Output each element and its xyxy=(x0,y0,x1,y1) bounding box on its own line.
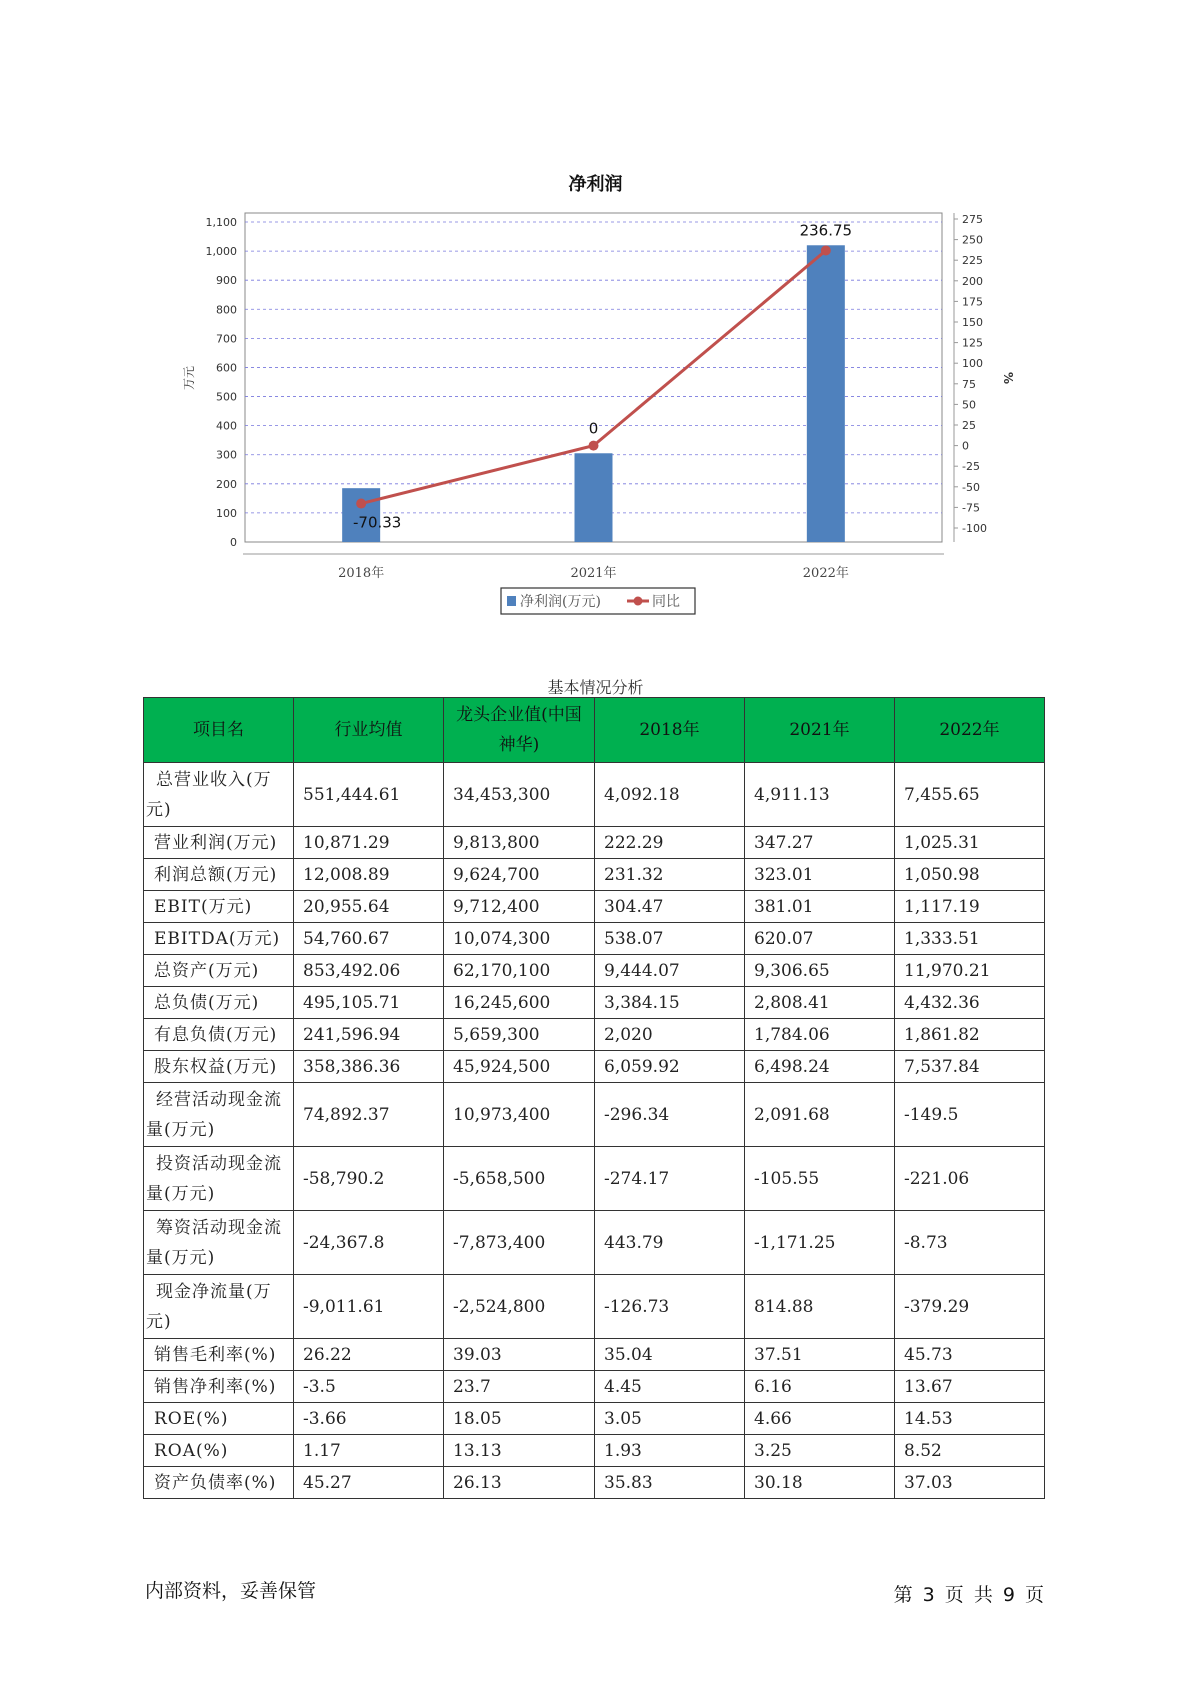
table-cell: 443.79 xyxy=(595,1211,745,1275)
table-cell: 54,760.67 xyxy=(294,923,444,955)
row-label: 现金净流量(万元) xyxy=(144,1275,294,1339)
row-label: 总负债(万元) xyxy=(144,987,294,1019)
table-cell: 35.04 xyxy=(595,1339,745,1371)
y-tick-label: 700 xyxy=(216,332,237,346)
table-cell: -221.06 xyxy=(895,1147,1045,1211)
table-cell: -296.34 xyxy=(595,1083,745,1147)
table-cell: 9,306.65 xyxy=(745,955,895,987)
footer-confidential-note: 内部资料，妥善保管 xyxy=(145,1580,317,1602)
table-cell: 2,020 xyxy=(595,1019,745,1051)
table-cell: 3.05 xyxy=(595,1403,745,1435)
table-cell: 30.18 xyxy=(745,1467,895,1499)
table-row xyxy=(144,987,1045,1019)
row-label: 总资产(万元) xyxy=(144,955,294,987)
row-label: 经营活动现金流量(万元) xyxy=(144,1083,294,1147)
row-label: 有息负债(万元) xyxy=(144,1019,294,1051)
y-tick-label: 100 xyxy=(216,506,237,520)
table-cell: -8.73 xyxy=(895,1211,1045,1275)
row-label: ROE(%) xyxy=(144,1403,294,1435)
table-row xyxy=(144,955,1045,987)
table-cell: -379.29 xyxy=(895,1275,1045,1339)
y-tick-label: 0 xyxy=(230,536,237,549)
data-label: 0 xyxy=(588,419,599,438)
table-cell: 241,596.94 xyxy=(294,1019,444,1051)
table-cell: 10,973,400 xyxy=(444,1083,595,1147)
table-cell: 45.27 xyxy=(294,1467,444,1499)
line-point xyxy=(356,499,366,509)
table-cell: -126.73 xyxy=(595,1275,745,1339)
table-cell: -3.66 xyxy=(294,1403,444,1435)
bar xyxy=(807,245,845,542)
y-tick-label: 200 xyxy=(216,477,237,491)
row-label: 投资活动现金流量(万元) xyxy=(144,1147,294,1211)
table-cell: 10,074,300 xyxy=(444,923,595,955)
table-cell: 1.17 xyxy=(294,1435,444,1467)
table-cell: 1.93 xyxy=(595,1435,745,1467)
table-body xyxy=(144,763,1045,1499)
y-right-tick-label: -50 xyxy=(962,480,980,494)
table-cell: 6,498.24 xyxy=(745,1051,895,1083)
table-cell: -274.17 xyxy=(595,1147,745,1211)
table-cell: 16,245,600 xyxy=(444,987,595,1019)
x-tick-label: 2021年 xyxy=(570,566,617,581)
table-cell: 381.01 xyxy=(745,891,895,923)
table-cell: 9,444.07 xyxy=(595,955,745,987)
row-label: 筹资活动现金流量(万元) xyxy=(144,1211,294,1275)
table-row xyxy=(144,1339,1045,1371)
table-cell: 4,432.36 xyxy=(895,987,1045,1019)
y-right-tick-label: 225 xyxy=(962,254,983,268)
table-cell: 853,492.06 xyxy=(294,955,444,987)
bar xyxy=(575,453,613,542)
legend-bar-swatch xyxy=(507,596,516,606)
table-cell: 3.25 xyxy=(745,1435,895,1467)
table-row xyxy=(144,1211,1045,1275)
table-cell: 1,861.82 xyxy=(895,1019,1045,1051)
y-right-tick-label: -25 xyxy=(962,460,980,474)
table-cell: 4.45 xyxy=(595,1371,745,1403)
table-cell: 8.52 xyxy=(895,1435,1045,1467)
legend-label-net-profit: 净利润(万元) xyxy=(520,594,601,610)
row-label: EBIT(万元) xyxy=(144,891,294,923)
y-right-tick-label: 125 xyxy=(962,336,983,350)
chart-title: 净利润 xyxy=(568,174,623,195)
table-cell: 347.27 xyxy=(745,827,895,859)
table-row xyxy=(144,923,1045,955)
net-profit-chart xyxy=(0,0,1191,640)
table-cell: 7,537.84 xyxy=(895,1051,1045,1083)
y-right-tick-label: 200 xyxy=(962,274,983,288)
table-row xyxy=(144,1019,1045,1051)
table-cell: 39.03 xyxy=(444,1339,595,1371)
table-cell: 13.67 xyxy=(895,1371,1045,1403)
table-cell: 2,091.68 xyxy=(745,1083,895,1147)
table-cell: 37.03 xyxy=(895,1467,1045,1499)
y-tick-label: 500 xyxy=(216,390,237,404)
row-label: 总营业收入(万元) xyxy=(144,763,294,827)
row-label: ROA(%) xyxy=(144,1435,294,1467)
table-cell: 23.7 xyxy=(444,1371,595,1403)
table-cell: 45.73 xyxy=(895,1339,1045,1371)
table-cell: 495,105.71 xyxy=(294,987,444,1019)
table-cell: 20,955.64 xyxy=(294,891,444,923)
table-cell: -3.5 xyxy=(294,1371,444,1403)
table-row xyxy=(144,827,1045,859)
table-cell: -7,873,400 xyxy=(444,1211,595,1275)
line-point xyxy=(589,441,599,451)
table-cell: 12,008.89 xyxy=(294,859,444,891)
table-cell: 35.83 xyxy=(595,1467,745,1499)
table-row xyxy=(144,891,1045,923)
table-cell: 14.53 xyxy=(895,1403,1045,1435)
table-cell: -149.5 xyxy=(895,1083,1045,1147)
table-cell: 18.05 xyxy=(444,1403,595,1435)
y-tick-label: 800 xyxy=(216,303,237,317)
footer-page-number: 第 3 页 共 9 页 xyxy=(893,1584,1044,1606)
header-2021: 2021年 xyxy=(745,698,895,763)
y-axis-label: 万元 xyxy=(182,365,196,391)
table-cell: 358,386.36 xyxy=(294,1051,444,1083)
legend-line-marker xyxy=(634,597,643,606)
table-cell: 551,444.61 xyxy=(294,763,444,827)
table-cell: -1,171.25 xyxy=(745,1211,895,1275)
table-cell: 1,050.98 xyxy=(895,859,1045,891)
table-header-row xyxy=(144,698,1045,763)
y-right-tick-label: 25 xyxy=(962,419,976,432)
y-right-tick-label: 150 xyxy=(962,316,983,329)
table-row xyxy=(144,1147,1045,1211)
row-label: 资产负债率(%) xyxy=(144,1467,294,1499)
table-cell: -24,367.8 xyxy=(294,1211,444,1275)
table-cell: 620.07 xyxy=(745,923,895,955)
row-label: 销售毛利率(%) xyxy=(144,1339,294,1371)
analysis-table xyxy=(143,697,1045,1499)
y-right-tick-label: 275 xyxy=(962,213,983,226)
table-cell: -9,011.61 xyxy=(294,1275,444,1339)
table-cell: 304.47 xyxy=(595,891,745,923)
table-cell: 231.32 xyxy=(595,859,745,891)
y-tick-label: 600 xyxy=(216,361,237,375)
table-cell: 4.66 xyxy=(745,1403,895,1435)
y-right-tick-label: 75 xyxy=(962,377,976,391)
table-cell: 1,333.51 xyxy=(895,923,1045,955)
table-cell: 9,813,800 xyxy=(444,827,595,859)
x-tick-label: 2022年 xyxy=(802,566,849,581)
table-cell: 4,092.18 xyxy=(595,763,745,827)
table-cell: 222.29 xyxy=(595,827,745,859)
table-cell: 10,871.29 xyxy=(294,827,444,859)
table-cell: 1,784.06 xyxy=(745,1019,895,1051)
x-tick-label: 2018年 xyxy=(338,566,385,581)
header-industry-avg: 行业均值 xyxy=(294,698,444,763)
y-right-tick-label: -100 xyxy=(962,522,987,535)
data-label: 236.75 xyxy=(799,221,853,240)
table-row xyxy=(144,1051,1045,1083)
y-right-tick-label: 100 xyxy=(962,357,983,371)
y-tick-label: 400 xyxy=(216,419,237,433)
table-row xyxy=(144,1371,1045,1403)
table-cell: -58,790.2 xyxy=(294,1147,444,1211)
y-tick-label: 900 xyxy=(216,274,237,288)
table-cell: -2,524,800 xyxy=(444,1275,595,1339)
table-cell: 26.22 xyxy=(294,1339,444,1371)
table-row xyxy=(144,1403,1045,1435)
table-cell: 1,117.19 xyxy=(895,891,1045,923)
table-row xyxy=(144,1083,1045,1147)
header-leader-value: 龙头企业值(中国神华) xyxy=(444,698,595,763)
y-right-tick-label: 250 xyxy=(962,233,983,247)
y-tick-label: 1,100 xyxy=(205,216,237,229)
y-right-axis-label: % xyxy=(1001,371,1015,385)
header-2018: 2018年 xyxy=(595,698,745,763)
table-cell: 9,624,700 xyxy=(444,859,595,891)
table-cell: -5,658,500 xyxy=(444,1147,595,1211)
header-2022: 2022年 xyxy=(895,698,1045,763)
line-point xyxy=(821,246,831,256)
y-right-tick-label: -75 xyxy=(962,501,980,515)
row-label: EBITDA(万元) xyxy=(144,923,294,955)
table-cell: 34,453,300 xyxy=(444,763,595,827)
header-item-name: 项目名 xyxy=(144,698,294,763)
table-row xyxy=(144,1435,1045,1467)
table-cell: 1,025.31 xyxy=(895,827,1045,859)
table-cell: -105.55 xyxy=(745,1147,895,1211)
table-row xyxy=(144,859,1045,891)
table-cell: 62,170,100 xyxy=(444,955,595,987)
row-label: 利润总额(万元) xyxy=(144,859,294,891)
table-cell: 37.51 xyxy=(745,1339,895,1371)
table-row xyxy=(144,1467,1045,1499)
table-cell: 2,808.41 xyxy=(745,987,895,1019)
table-cell: 11,970.21 xyxy=(895,955,1045,987)
table-cell: 6.16 xyxy=(745,1371,895,1403)
y-right-tick-label: 0 xyxy=(962,439,969,453)
row-label: 股东权益(万元) xyxy=(144,1051,294,1083)
y-tick-label: 1,000 xyxy=(205,245,237,259)
table-cell: 26.13 xyxy=(444,1467,595,1499)
row-label: 营业利润(万元) xyxy=(144,827,294,859)
table-cell: 13.13 xyxy=(444,1435,595,1467)
table-row xyxy=(144,1275,1045,1339)
legend-label-yoy: 同比 xyxy=(652,594,680,610)
table-row xyxy=(144,763,1045,827)
table-cell: 74,892.37 xyxy=(294,1083,444,1147)
table-cell: 538.07 xyxy=(595,923,745,955)
data-label: -70.33 xyxy=(352,513,402,532)
table-cell: 45,924,500 xyxy=(444,1051,595,1083)
table-cell: 7,455.65 xyxy=(895,763,1045,827)
y-right-tick-label: 50 xyxy=(962,398,976,412)
row-label: 销售净利率(%) xyxy=(144,1371,294,1403)
table-cell: 5,659,300 xyxy=(444,1019,595,1051)
table-caption: 基本情况分析 xyxy=(547,678,644,697)
table-cell: 323.01 xyxy=(745,859,895,891)
table-cell: 814.88 xyxy=(745,1275,895,1339)
y-right-tick-label: 175 xyxy=(962,295,983,309)
table-cell: 4,911.13 xyxy=(745,763,895,827)
table-cell: 6,059.92 xyxy=(595,1051,745,1083)
table-cell: 3,384.15 xyxy=(595,987,745,1019)
y-tick-label: 300 xyxy=(216,448,237,462)
table-cell: 9,712,400 xyxy=(444,891,595,923)
